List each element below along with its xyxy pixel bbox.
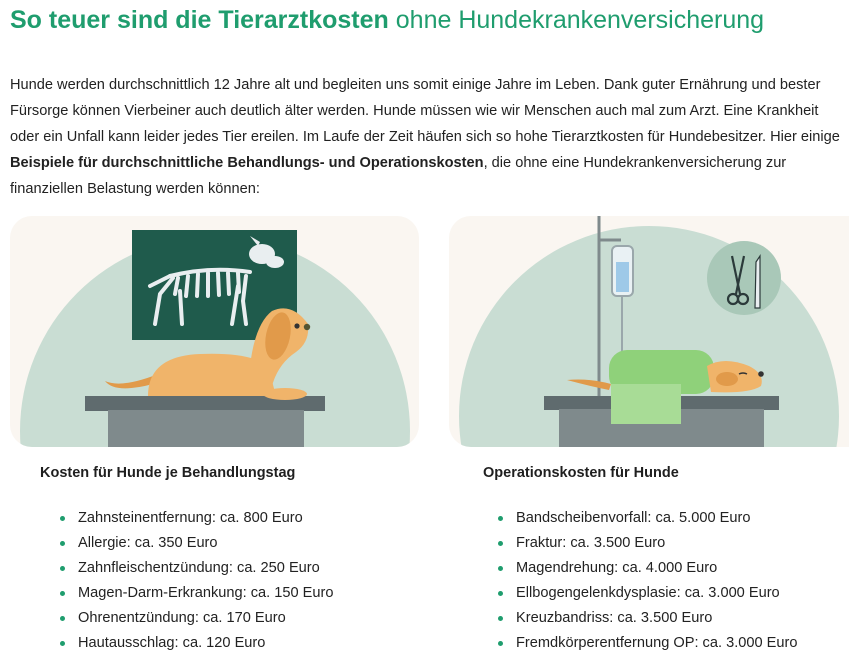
list-item: Magen-Darm-Erkrankung: ca. 150 Euro bbox=[60, 581, 334, 606]
list-item: Ellbogengelenkdysplasie: ca. 3.000 Euro bbox=[498, 581, 798, 606]
illustration-surgery bbox=[449, 216, 849, 447]
illustration-vet-exam bbox=[10, 216, 419, 447]
list-item: Zahnsteinentfernung: ca. 800 Euro bbox=[60, 506, 334, 531]
title-bold: So teuer sind die Tierarztkosten bbox=[10, 6, 389, 34]
list-item: Zahnfleischentzündung: ca. 250 Euro bbox=[60, 556, 334, 581]
list-item: Allergie: ca. 350 Euro bbox=[60, 531, 334, 556]
surgical-tools-icon bbox=[707, 241, 781, 315]
list-item: Fraktur: ca. 3.500 Euro bbox=[498, 531, 798, 556]
surgery-costs-list bbox=[498, 506, 798, 656]
list-item: Bandscheibenvorfall: ca. 5.000 Euro bbox=[498, 506, 798, 531]
list-item: Kreuzbandriss: ca. 3.500 Euro bbox=[498, 606, 798, 631]
list-item: Magendrehung: ca. 4.000 Euro bbox=[498, 556, 798, 581]
intro-paragraph bbox=[10, 72, 840, 202]
list-item: Fremdkörperentfernung OP: ca. 3.000 Euro bbox=[498, 631, 798, 656]
title-rest: ohne Hundekrankenversicherung bbox=[388, 6, 765, 34]
treatment-costs-heading: Kosten für Hunde je Behandlungstag bbox=[40, 465, 296, 481]
intro-bold: Beispiele für durchschnittliche Behandlungs- und Operationskosten bbox=[10, 155, 484, 171]
surgery-costs-heading: Operationskosten für Hunde bbox=[483, 465, 679, 481]
page-title bbox=[10, 4, 764, 36]
list-item: Hautausschlag: ca. 120 Euro bbox=[60, 631, 334, 656]
list-item: Ohrenentzündung: ca. 170 Euro bbox=[60, 606, 334, 631]
treatment-costs-list bbox=[60, 506, 334, 656]
intro-text-1: Hunde werden durchschnittlich 12 Jahre alt und begleiten uns somit einige Jahre im Leben. Dank guter Ernährung und bester Fürsorge können Vierbeiner auch deutlich älter werden. Hunde müssen wie wir Menschen auch mal zum Arzt. Eine Krankheit oder ein Unfall kann leider jedes Tier ereilen. Im Laufe der Zeit häufen sich so hohe Tierarztkosten für Hundebesitzer. Hier einige bbox=[10, 77, 840, 145]
intro-text-2: , die ohne eine Hundekrankenversicherung zur finanziellen Belastung werden können: bbox=[10, 155, 787, 197]
